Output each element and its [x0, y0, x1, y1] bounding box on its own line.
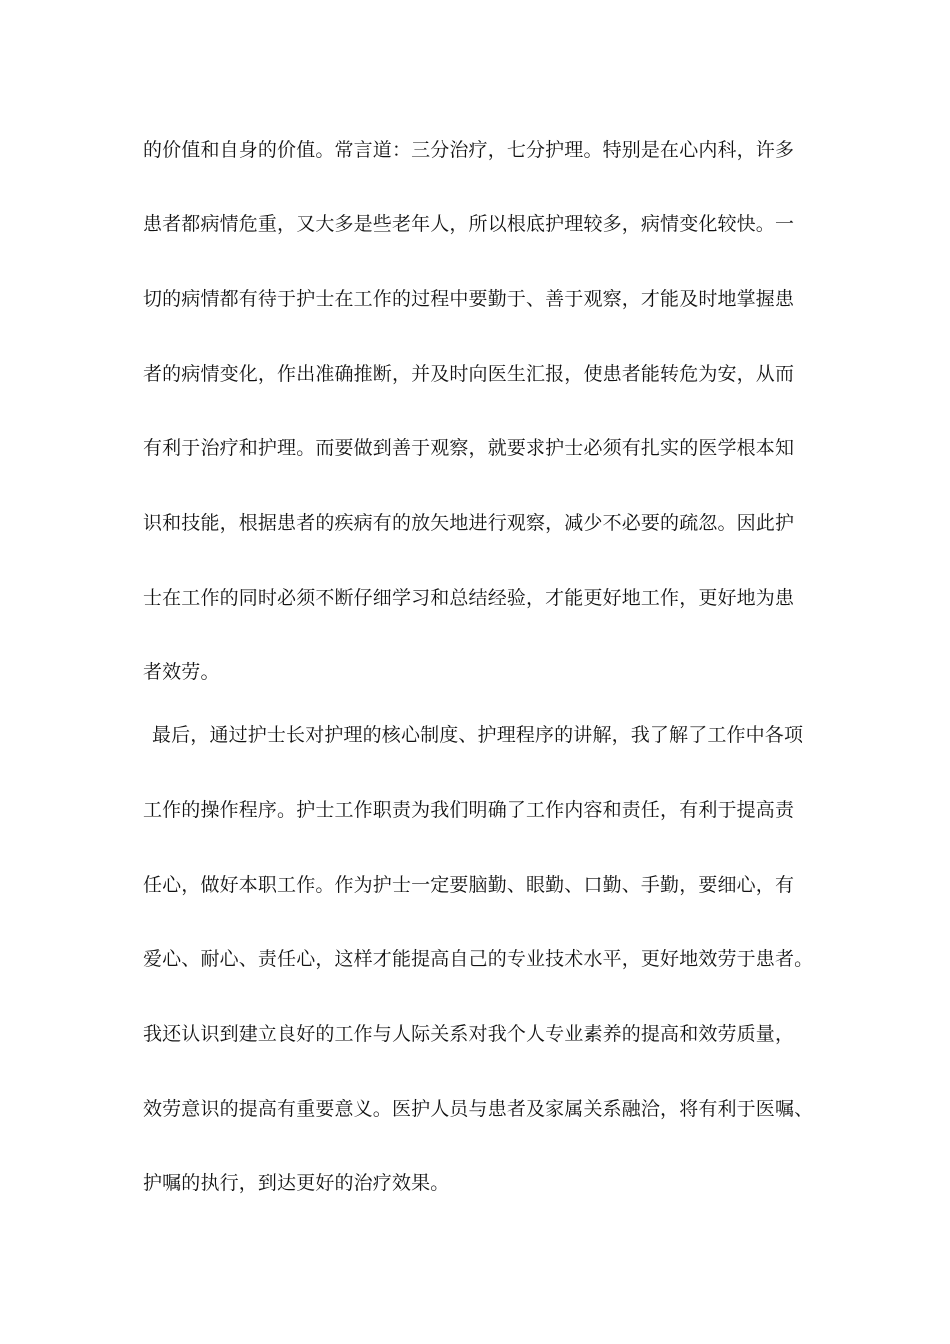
paragraph-2-line-4: 爱心、耐心、责任心，这样才能提高自己的专业技术水平，更好地效劳于患者。	[143, 948, 814, 970]
paragraph-2-line-7: 护嘱的执行，到达更好的治疗效果。	[143, 1172, 450, 1194]
paragraph-2-line-3: 任心，做好本职工作。作为护士一定要脑勤、眼勤、口勤、手勤，要细心，有	[143, 874, 795, 896]
paragraph-1-line-8: 者效劳。	[143, 661, 220, 683]
paragraph-1-line-6: 识和技能，根据患者的疾病有的放矢地进行观察，减少不必要的疏忽。因此护	[143, 512, 795, 534]
paragraph-2-line-5: 我还认识到建立良好的工作与人际关系对我个人专业素养的提高和效劳质量，	[143, 1023, 795, 1045]
paragraph-1-line-4: 者的病情变化，作出准确推断，并及时向医生汇报，使患者能转危为安，从而	[143, 363, 795, 385]
paragraph-1-line-3: 切的病情都有待于护士在工作的过程中要勤于、善于观察，才能及时地掌握患	[143, 288, 795, 310]
paragraph-1-line-1: 的价值和自身的价值。常言道：三分治疗，七分护理。特别是在心内科，许多	[143, 139, 795, 161]
paragraph-2-line-2: 工作的操作程序。护士工作职责为我们明确了工作内容和责任，有利于提高责	[143, 799, 795, 821]
paragraph-1-line-2: 患者都病情危重，又大多是些老年人，所以根底护理较多，病情变化较快。一	[143, 213, 795, 235]
paragraph-2-line-6: 效劳意识的提高有重要意义。医护人员与患者及家属关系融洽，将有利于医嘱、	[143, 1098, 814, 1120]
paragraph-1-line-5: 有利于治疗和护理。而要做到善于观察，就要求护士必须有扎实的医学根本知	[143, 437, 795, 459]
paragraph-2-line-1: 最后，通过护士长对护理的核心制度、护理程序的讲解，我了解了工作中各项	[152, 724, 804, 746]
paragraph-1-line-7: 士在工作的同时必须不断仔细学习和总结经验，才能更好地工作，更好地为患	[143, 587, 795, 609]
